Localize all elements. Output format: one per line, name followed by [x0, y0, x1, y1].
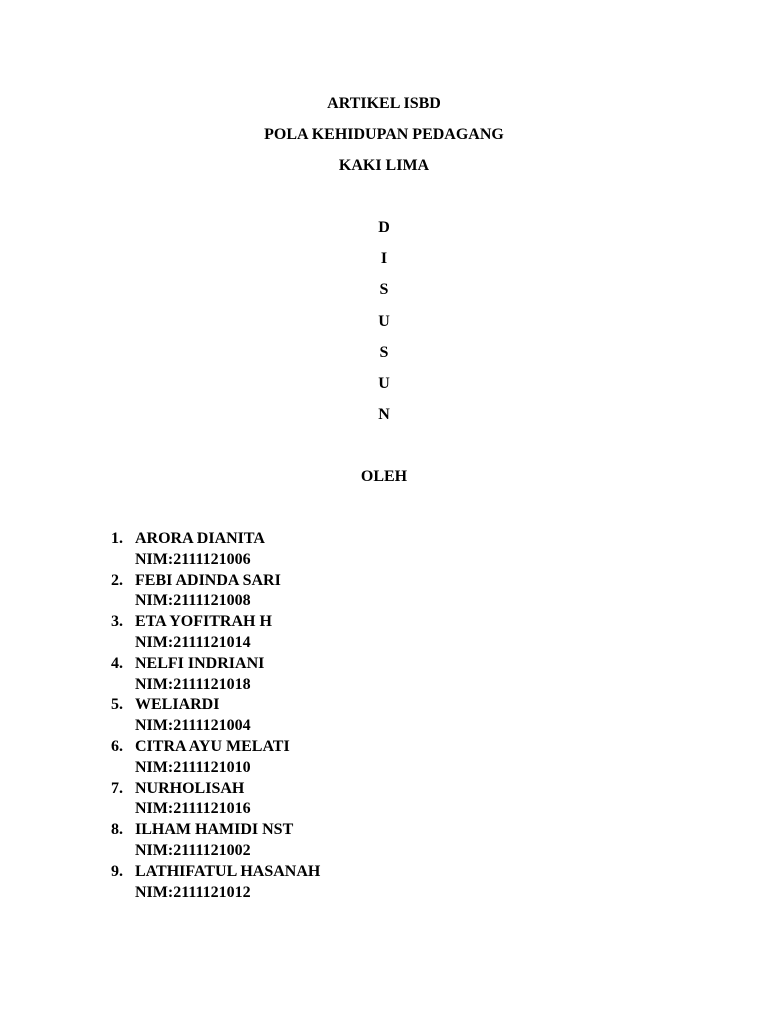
oleh-label: OLEH: [360, 468, 408, 485]
author-number: 7.: [111, 779, 123, 797]
author-number: 9.: [111, 862, 123, 880]
author-item: [111, 571, 511, 613]
document-title-line-1: ARTIKEL ISBD: [327, 95, 441, 112]
author-nim: NIM:2111121008: [135, 592, 251, 610]
author-nim: NIM:2111121014: [135, 633, 251, 651]
author-item: [111, 820, 511, 862]
disusun-letter: S: [379, 281, 389, 298]
author-item: [111, 862, 511, 904]
author-number: 3.: [111, 613, 123, 631]
author-name: CITRA AYU MELATI: [135, 737, 290, 755]
author-number: 8.: [111, 821, 123, 839]
author-item: [111, 654, 511, 696]
author-nim: NIM:2111121018: [135, 675, 251, 693]
author-list: [111, 529, 511, 903]
document-title-line-3: KAKI LIMA: [338, 157, 430, 174]
disusun-letter: D: [378, 219, 390, 236]
author-item: [111, 612, 511, 654]
disusun-letter: I: [380, 250, 388, 267]
document-title-line-2: POLA KEHIDUPAN PEDAGANG: [264, 126, 504, 143]
author-number: 4.: [111, 654, 123, 672]
author-nim: NIM:2111121004: [135, 717, 251, 735]
author-number: 1.: [111, 530, 123, 547]
author-nim: NIM:2111121006: [135, 550, 251, 568]
author-nim: NIM:2111121012: [135, 883, 251, 901]
author-name: ARORA DIANITA: [135, 530, 265, 547]
author-item: [111, 695, 511, 737]
author-number: 5.: [111, 696, 123, 714]
author-name: NELFI INDRIANI: [135, 654, 265, 672]
author-item: [111, 779, 511, 821]
disusun-letter: U: [378, 375, 390, 392]
author-item: [111, 529, 511, 571]
disusun-letter: S: [379, 344, 389, 361]
disusun-letter: U: [378, 313, 390, 330]
author-number: 6.: [111, 737, 123, 755]
author-nim: NIM:2111121016: [135, 800, 251, 818]
author-nim: NIM:2111121010: [135, 758, 251, 776]
author-name: ILHAM HAMIDI NST: [135, 821, 294, 839]
disusun-letter: N: [378, 406, 390, 423]
author-item: [111, 737, 511, 779]
author-name: FEBI ADINDA SARI: [135, 571, 281, 589]
author-nim: NIM:2111121002: [135, 841, 251, 859]
author-name: LATHIFATUL HASANAH: [135, 862, 321, 880]
author-name: ETA YOFITRAH H: [135, 613, 272, 631]
author-name: WELIARDI: [135, 696, 220, 714]
author-number: 2.: [111, 571, 123, 589]
author-name: NURHOLISAH: [135, 779, 245, 797]
